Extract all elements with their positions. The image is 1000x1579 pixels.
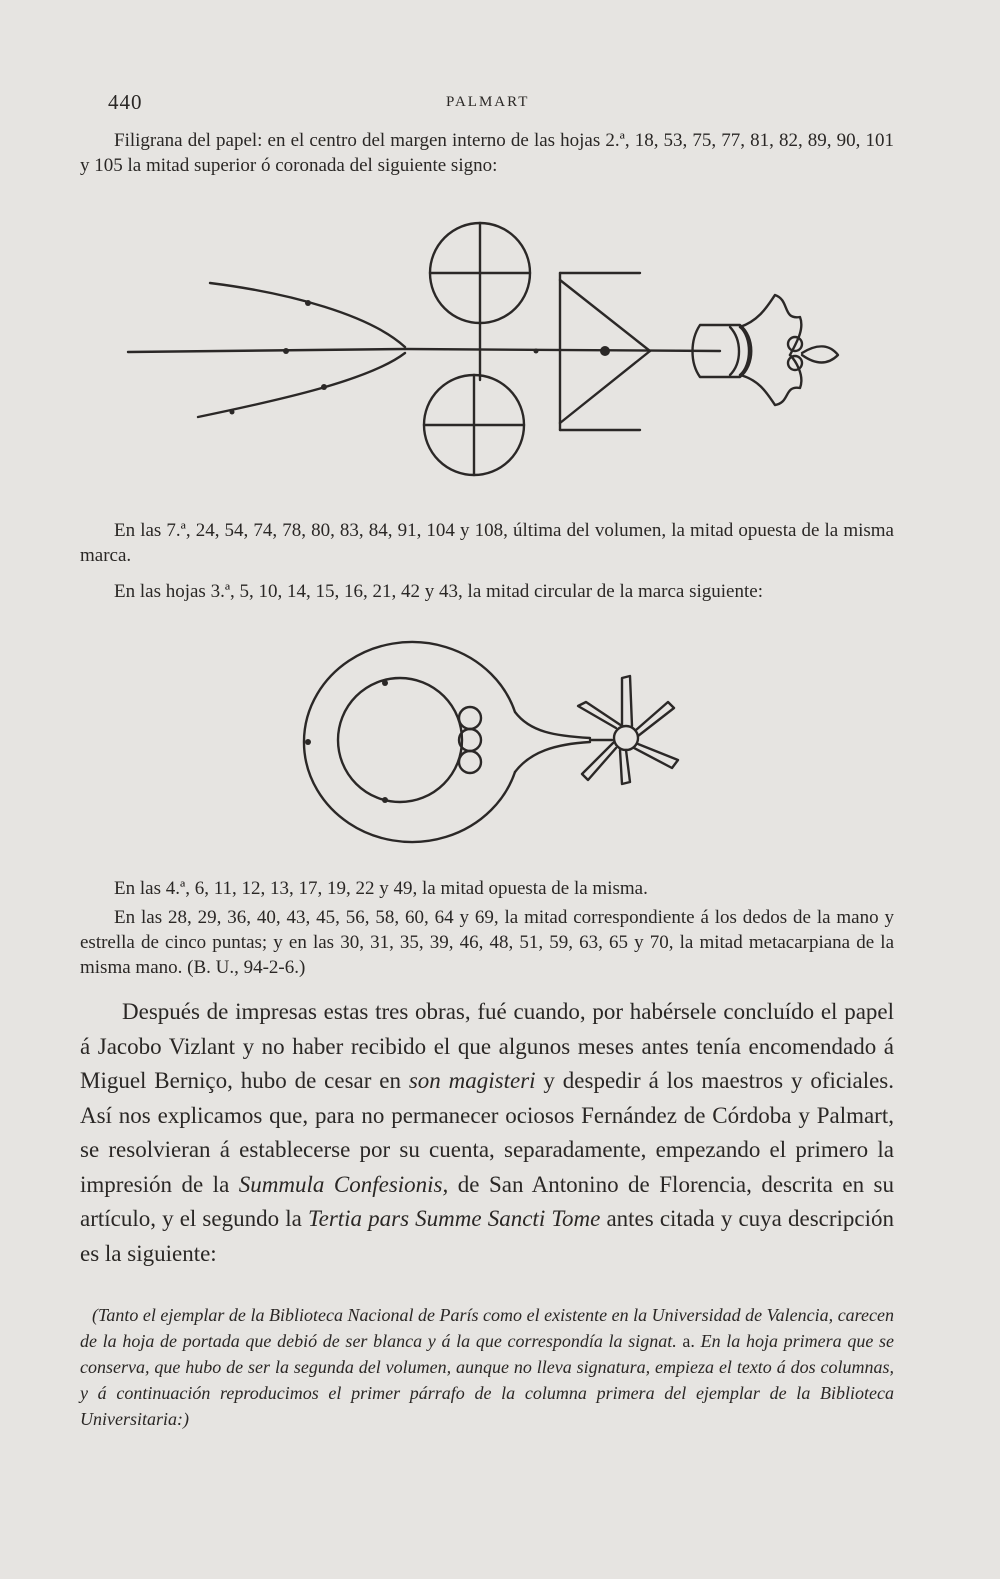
arrow-fletching — [128, 283, 405, 417]
main-paragraph: Después de impresas estas tres obras, fué cuando, por habérsele concluído el papel á Jacobo Vizlant y no haber recibido el que algunos meses antes tenía encomendado á Miguel Berniço, hubo de cesar en son magisteri y despedir á los maestros y oficiales. Así nos explicamos que, para no permanecer ociosos Fernández de Córdoba y Palmart, se resolvieran á establecerse por su cuenta, separadamente, empezando el primero la impresión de la Summula Confesionis, de San Antonino de Florencia, descrita en su artículo, y el segundo la Tertia pars Summe Sancti Tome antes citada y cuya descripción es la siguiente: — [80, 999, 895, 1266]
arrow-shaft — [405, 349, 720, 351]
watermark-paragraph-2: En las 7.ª, 24, 54, 74, 78, 80, 83, 84, 91, 104 y 108, última del volumen, la mitad opuesta de la misma marca. — [80, 520, 894, 566]
running-title: PALMART — [446, 94, 530, 110]
lower-cross-circle — [424, 375, 524, 475]
page-number: 440 — [108, 90, 143, 114]
watermark-figure-ring-star — [290, 632, 700, 847]
upper-cross-circle — [430, 223, 530, 323]
running-header — [108, 90, 898, 118]
editorial-note: (Tanto el ejemplar de la Biblioteca Nacional de París como el existente en la Universidad de Valencia, carecen de la hoja de portada que debió de ser blanca y á la que correspondía la signat. a. En la hoja primera que se conserva, que hubo de ser la segunda del volumen, aunque no lleva signatura, empieza el texto á dos columnas, y á continuación reproducimos el primer párrafo de la columna primera del ejemplar de la Biblioteca Universitaria:) — [80, 1305, 894, 1429]
outer-ring — [304, 642, 590, 842]
watermark-paragraph-5: En las 28, 29, 36, 40, 43, 45, 56, 58, 60, 64 y 69, la mitad correspondiente á los dedos de la mano y estrella de cinco puntas; y en las 30, 31, 35, 39, 46, 48, 51, 59, 63, 65 y 70, la mitad metacarpiana de la misma mano. (B. U., 94-2-6.) — [80, 907, 894, 978]
watermark-figure-arrow — [100, 205, 860, 490]
star — [578, 676, 678, 784]
watermark-paragraph-3: En las hojas 3.ª, 5, 10, 14, 15, 16, 21, 42 y 43, la mitad circular de la marca siguiente: — [114, 581, 763, 602]
inner-ring — [338, 678, 462, 802]
watermark-paragraph-4: En las 4.ª, 6, 11, 12, 13, 17, 19, 22 y 49, la mitad opuesta de la misma. — [114, 878, 648, 899]
watermark-paragraph-1: Filigrana del papel: en el centro del margen interno de las hojas 2.ª, 18, 53, 75, 77, 81, 82, 89, 90, 101 y 105 la mitad superior ó coronada del siguiente signo: — [80, 130, 894, 176]
